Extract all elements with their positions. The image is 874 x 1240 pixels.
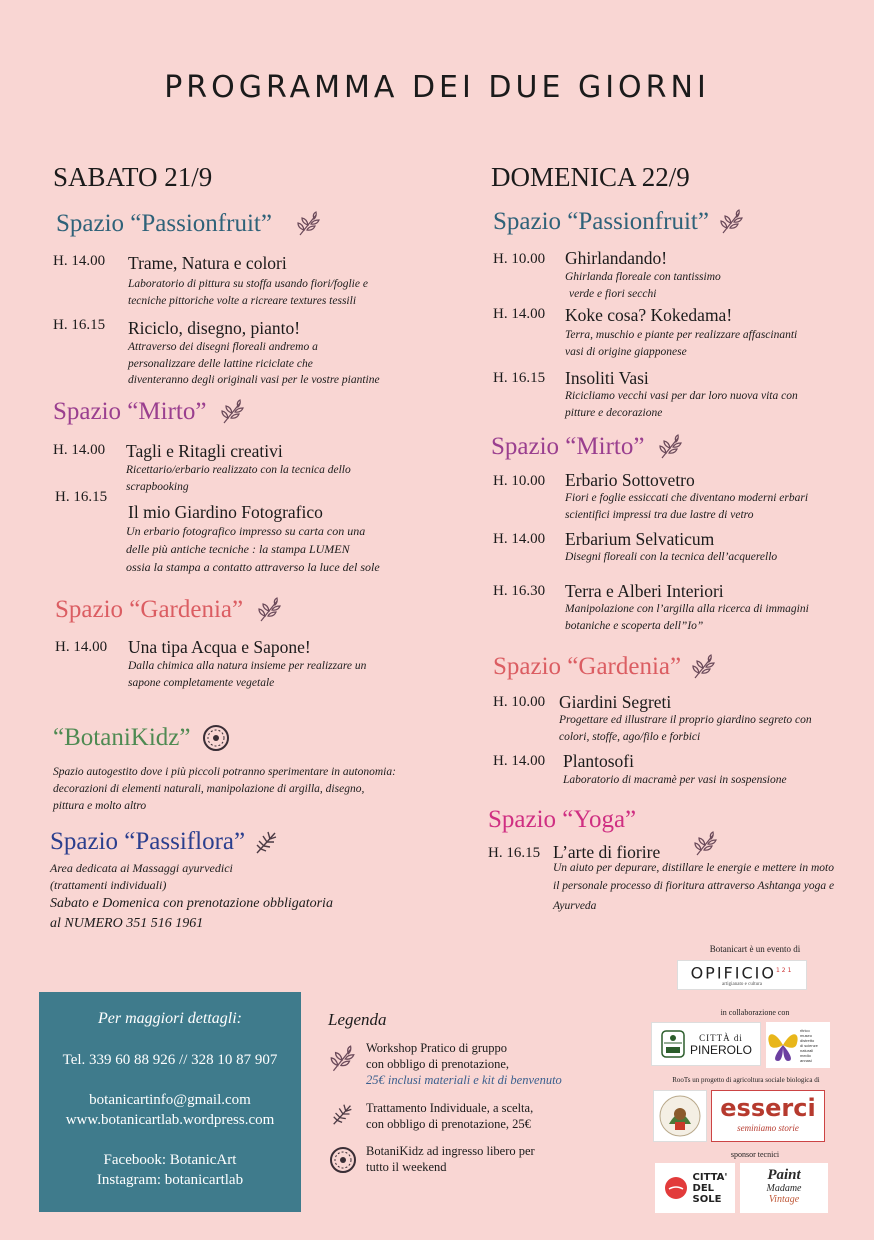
time-label: H. 10.00 <box>493 694 546 710</box>
event-by-label: Botanicart è un evento di <box>709 944 801 954</box>
activity-description: Ghirlanda floreale con tantissimo verde e fiori secchi <box>565 271 721 300</box>
leaf-sprig-icon <box>294 211 322 237</box>
roots-label: RooTs un progetto di agricoltura sociale biologica di <box>672 1076 820 1084</box>
activity-description: Un erbario fotografico impresso su carta con una delle più antiche tecniche : la stampa LUMEN ossia la stampa a contatto attraverso la luce del sole <box>126 524 380 574</box>
citta-del-sole-logo: CITTA' DEL SOLE <box>655 1163 735 1213</box>
opificio-logo: OPIFICIO$^{121}$ artigianato e cultura <box>677 960 807 990</box>
time-label: H. 16.15 <box>53 317 106 333</box>
sun-gardenia-heading <box>493 653 717 681</box>
sunday-heading: DOMENICA 22/9 <box>491 162 690 192</box>
activity-title: Ghirlandando! <box>565 248 668 268</box>
esserci-logo: esserci seminiamo storie <box>711 1090 825 1142</box>
space-name: Spazio “Passionfruit” <box>56 210 272 237</box>
activity-title: Giardini Segreti <box>559 692 672 712</box>
space-name: Spazio “Passionfruit” <box>493 208 709 235</box>
time-label: H. 14.00 <box>53 442 106 458</box>
activity-description: Ricicliamo vecchi vasi per dar loro nuova vita con pitture e decorazione <box>565 390 798 419</box>
activity-description: Fiori e foglie essiccati che diventano moderni erbari scientifici impressi tra due lastre di vetro <box>565 492 809 521</box>
leaf-sprig-icon <box>689 654 717 680</box>
space-name: Spazio “Mirto” <box>491 433 645 460</box>
activity-title: Il mio Giardino Fotografico <box>128 502 323 522</box>
activity-description: Dalla chimica alla natura insieme per realizzare un sapone completamente vegetale <box>128 660 367 689</box>
activity-description: Ricettario/erbario realizzato con la tecnica dello scrapbooking <box>126 464 351 493</box>
time-label: H. 16.15 <box>488 845 541 861</box>
activity-description: Un aiuto per depurare, distillare le energie e mettere in moto il personale processo di fioritura attraverso Ashtanga yoga e Ayurveda <box>553 862 835 912</box>
space-name: Spazio “Gardenia” <box>493 653 682 680</box>
cooperative-emblem-icon <box>657 1094 703 1138</box>
time-label: H. 10.00 <box>493 473 546 489</box>
space-name: Spazio “Mirto” <box>53 398 207 425</box>
activity-title: Koke cosa? Kokedama! <box>565 305 733 325</box>
butterfly-icon <box>766 1025 800 1065</box>
passiflora-description: Area dedicata ai Massaggi ayurvedici (trattamenti individuali) <box>50 861 233 892</box>
leaf-sprig-icon <box>218 399 246 425</box>
time-label: H. 14.00 <box>53 253 106 269</box>
activity-description: Terra, muschio e piante per realizzare affascinanti vasi di origine giapponese <box>565 329 798 358</box>
sun-mirto-heading <box>491 433 684 461</box>
space-name: Spazio “Yoga” <box>488 806 637 833</box>
activity-description: Laboratorio di pittura su stoffa usando fiori/foglie e tecniche pittoriche volte a ricreare textures tessili <box>128 278 368 307</box>
fern-icon <box>253 829 281 855</box>
space-name: Spazio “Passiflora” <box>50 828 246 855</box>
time-label: H. 14.00 <box>493 753 546 769</box>
info-heading: Per maggiori dettagli: <box>98 1010 242 1027</box>
time-label: H. 16.15 <box>493 370 546 386</box>
phone-numbers: Tel. 339 60 88 926 // 328 10 87 907 <box>62 1052 278 1068</box>
passiflora-heading <box>50 828 281 856</box>
contact-info-box <box>39 992 301 1212</box>
activity-description: Progettare ed illustrare il proprio giardino segreto con colori, stoffe, ago/filo e forbici <box>559 714 812 743</box>
round-stamp-icon <box>202 724 230 752</box>
tech-sponsors-label: sponsor tecnici <box>730 1150 780 1159</box>
time-label: H. 14.00 <box>55 639 108 655</box>
activity-title: L’arte di fiorire <box>553 842 661 862</box>
time-label: H. 10.00 <box>493 251 546 267</box>
passiflora-booking: Sabato e Domenica con prenotazione obbligatoria al NUMERO 351 516 1961 <box>50 896 333 931</box>
collab-label: in collaborazione con <box>720 1008 790 1017</box>
saturday-heading: SABATO 21/9 <box>53 162 213 192</box>
leaf-sprig-icon <box>717 209 745 235</box>
activity-description: Manipolazione con l’argilla alla ricerca di immagini botaniche e scoperta dell”Io” <box>565 603 809 632</box>
instagram-link[interactable]: Instagram: botanicartlab <box>96 1172 244 1188</box>
botanikidz-description: Spazio autogestito dove i più piccoli potranno sperimentare in autonomia: decorazioni di elementi naturali, manipolazione di argilla, disegno, pittura e molto altro <box>53 766 396 812</box>
activity-title: Plantosofi <box>563 751 634 771</box>
email-link[interactable]: botanicartinfo@gmail.com <box>89 1092 251 1108</box>
activity-title: Insoliti Vasi <box>565 368 649 388</box>
facebook-link[interactable]: Facebook: BotanicArt <box>103 1152 237 1168</box>
yoga-heading <box>488 806 636 834</box>
sun-passionfruit-heading <box>493 208 745 236</box>
sun-icon <box>663 1175 689 1201</box>
paint-madame-vintage-logo: Paint Madame Vintage <box>740 1163 828 1213</box>
legend-heading: Legenda <box>328 1010 387 1029</box>
time-label: H. 16.15 <box>55 489 108 505</box>
sat-gardenia-heading <box>55 596 283 624</box>
time-label: H. 14.00 <box>493 531 546 547</box>
coat-of-arms-icon <box>660 1027 686 1061</box>
space-name: Spazio “Gardenia” <box>55 596 244 623</box>
activity-title: Erbarium Selvaticum <box>565 529 715 549</box>
activity-title: Erbario Sottovetro <box>565 470 695 490</box>
activity-title: Trame, Natura e colori <box>128 253 287 273</box>
sat-passionfruit-heading <box>56 210 322 238</box>
activity-description: Disegni floreali con la tecnica dell’acquerello <box>565 551 778 563</box>
botanikidz-heading <box>53 724 230 752</box>
museum-district-logo: ritrico museo distretto di scienze naturali medio annasi <box>766 1022 830 1068</box>
activity-title: Riciclo, disegno, pianto! <box>128 318 301 338</box>
time-label: H. 14.00 <box>493 306 546 322</box>
activity-description: Laboratorio di macramè per vasi in sospensione <box>563 774 787 786</box>
page-title: PROGRAMMA DEI DUE GIORNI <box>164 70 710 105</box>
legend-item-treatment: Trattamento Individuale, a scelta, con obbligo di prenotazione, 25€ <box>366 1101 534 1131</box>
time-label: H. 16.30 <box>493 583 546 599</box>
activity-description: Attraverso dei disegni floreali andremo a personalizzare delle lattine riciclate che diventeranno degli originali vasi per le vostre piantine <box>128 341 380 386</box>
pinerolo-logo: CITTÀ di PINEROLO <box>651 1022 761 1066</box>
leaf-sprig-icon <box>255 597 283 623</box>
space-name: “BotaniKidz” <box>53 724 191 751</box>
fern-icon <box>330 1101 356 1127</box>
sat-mirto-heading <box>53 398 246 426</box>
leaf-sprig-icon <box>691 831 719 857</box>
round-stamp-icon <box>329 1146 357 1174</box>
roots-logo <box>653 1090 707 1142</box>
website-link[interactable]: www.botanicartlab.wordpress.com <box>65 1112 275 1128</box>
activity-title: Terra e Alberi Interiori <box>565 581 724 601</box>
activity-title: Tagli e Ritagli creativi <box>126 441 283 461</box>
legend-item-kidz: BotaniKidz ad ingresso libero per tutto il weekend <box>366 1144 535 1174</box>
legend-item-workshop: Workshop Pratico di gruppo con obbligo di prenotazione, 25€ inclusi materiali e kit di benvenuto <box>366 1041 562 1087</box>
leaf-sprig-icon <box>656 434 684 460</box>
activity-title: Una tipa Acqua e Sapone! <box>128 637 311 657</box>
leaf-sprig-icon <box>327 1045 357 1073</box>
